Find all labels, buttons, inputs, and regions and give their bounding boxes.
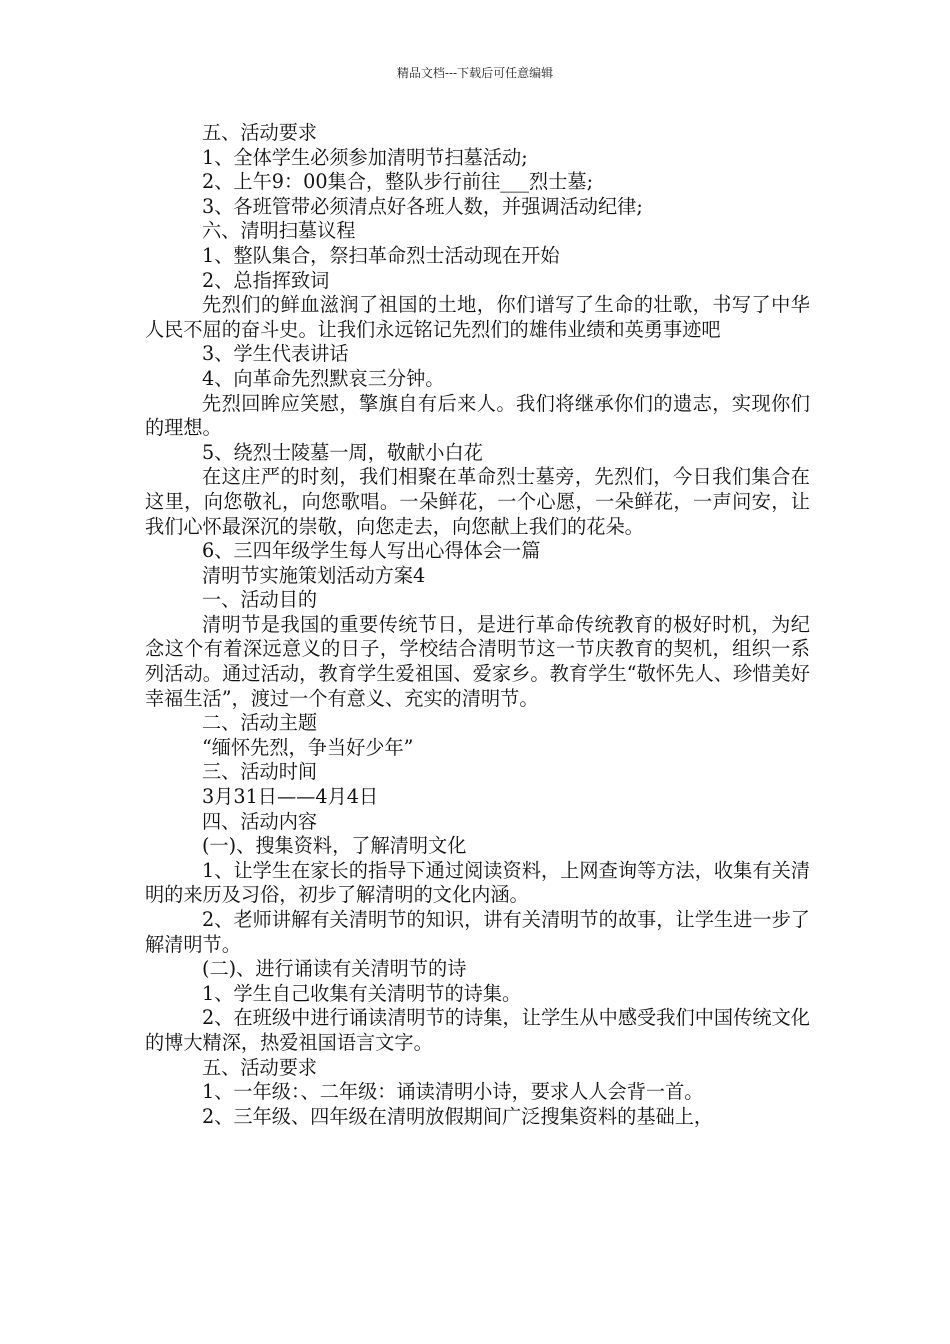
list-item: 2、总指挥致词 [202,268,330,292]
section-heading: 六、清明扫墓议程 [202,219,356,243]
body-paragraph: 在这庄严的时刻，我们相聚在革命烈士墓旁，先烈们，今日我们集合在这里，向您敬礼，向您歌唱。一朵鲜花，一个心愿，一朵鲜花，一声问安，让我们心怀最深沉的崇敬，向您走去，向您献上我们的花朵。 [145,465,810,538]
list-item: 1、让学生在家长的指导下通过阅读资料，上网查询等方法，收集有关清明的来历及习俗，初步了解清明的文化内涵。 [145,858,810,907]
body-paragraph: 先烈回眸应笑慰，擎旗自有后来人。我们将继承你们的遗志，实现你们的理想。 [145,391,810,440]
body-paragraph: 清明节是我国的重要传统节日，是进行革命传统教育的极好时机，为纪念这个有着深远意义的日子，学校结合清明节这一节庆教育的契机，组织一系列活动。通过活动，教育学生爱祖国、爱家乡。教育学生“敬怀先人、珍惜美好幸福生活”，渡过一个有意义、充实的清明节。 [145,612,810,710]
list-item: 2、在班级中进行诵读清明节的诗集，让学生从中感受我们中国传统文化的博大精深，热爱祖国语言文字。 [145,1006,810,1054]
list-item: 5、绕烈士陵墓一周，敬献小白花 [202,440,483,464]
list-item: 1、一年级：、二年级：诵读清明小诗，要求人人会背一首。 [202,1080,704,1104]
document-body [145,121,810,1129]
section-heading: 一、活动目的 [202,588,318,612]
section-heading: 五、活动要求 [202,121,318,144]
section-heading: 二、活动主题 [202,711,318,735]
subsection-heading: (一)、搜集资料，了解清明文化 [202,834,467,858]
page-header: 精品文档---下载后可任意编辑 [396,66,554,80]
list-item: 2、老师讲解有关清明节的知识，讲有关清明节的故事，让学生进一步了解清明节。 [145,908,810,956]
section-heading: 三、活动时间 [202,760,318,784]
list-item: 1、整队集合，祭扫革命烈士活动现在开始 [202,243,560,267]
section-heading: 四、活动内容 [202,809,318,833]
date-range: 3月31日——4月4日 [202,785,379,809]
subsection-heading: (二)、进行诵读有关清明节的诗 [202,957,467,981]
document-title: 清明节实施策划活动方案4 [202,563,426,587]
section-heading: 五、活动要求 [202,1055,318,1079]
list-item: 2、三年级、四年级在清明放假期间广泛搜集资料的基础上， [202,1104,714,1128]
list-item: 3、各班管带必须清点好各班人数，并强调活动纪律; [202,194,643,218]
list-item: 2、上午9：00集合，整队步行前往___烈士墓; [202,170,594,194]
list-item: 1、学生自己收集有关清明节的诗集。 [202,981,522,1005]
body-paragraph: 先烈们的鲜血滋润了祖国的土地，你们谱写了生命的壮歌，书写了中华人民不屈的奋斗史。让我们永远铭记先烈们的雄伟业绩和英勇事迹吧 [145,293,810,341]
list-item: 3、学生代表讲话 [202,342,349,366]
list-item: 1、全体学生必须参加清明节扫墓活动; [202,145,528,169]
list-item: 6、三四年级学生每人写出心得体会一篇 [202,539,541,563]
theme-text: “缅怀先烈，争当好少年” [202,735,414,759]
list-item: 4、向革命先烈默哀三分钟。 [202,366,445,390]
